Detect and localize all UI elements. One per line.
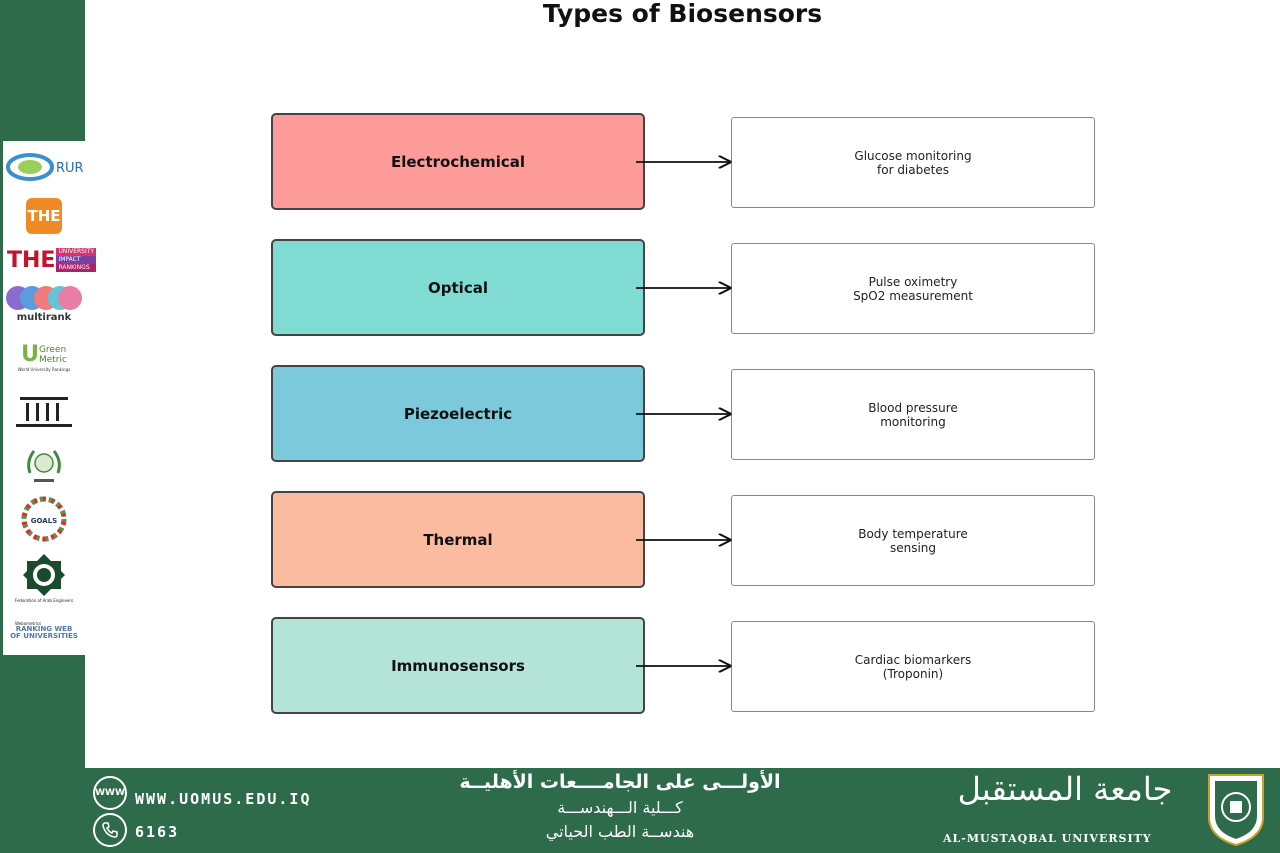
greenmetric-logo: U Green Metric World University Rankings [17, 342, 71, 372]
www-icon-text: WWW [95, 788, 125, 798]
the-logo-text: THE [26, 198, 62, 234]
application-box: Body temperature sensing [731, 495, 1095, 586]
footer-department: هندســة الطب الحياتي [545, 822, 695, 841]
footer-college: كـــلية الـــهندســـة [557, 798, 683, 817]
phone-number: 6163 [135, 823, 180, 841]
university-name-english: AL-MUSTAQBAL UNIVERSITY [943, 832, 1152, 845]
rur-text: RUR [56, 161, 84, 176]
arab-engineers-text: Federation of Arab Engineers [14, 597, 74, 603]
biosensor-type-box: Immunosensors [271, 617, 645, 714]
biosensor-type-box: Electrochemical [271, 113, 645, 210]
biosensor-type-box: Piezoelectric [271, 365, 645, 462]
greenmetric-subtitle: World University Rankings [17, 367, 71, 372]
footer-tagline: الأولـــى على الجامــــعات الأهليــة [459, 771, 781, 793]
university-crest-icon [1205, 771, 1267, 847]
webometrics-line-1: RANKING WEB [15, 624, 73, 633]
application-box: Pulse oximetry SpO2 measurement [731, 243, 1095, 334]
sdg-text: GOALS [30, 517, 58, 525]
greenmetric-line-2: Metric [38, 354, 67, 365]
multirank-text: multirank [16, 311, 72, 323]
biosensor-type-box: Optical [271, 239, 645, 336]
page-title: Types of Biosensors [542, 0, 823, 28]
university-name-arabic: جامعة المستقبل [957, 770, 1173, 808]
globe-icon [93, 776, 127, 810]
greenmetric-line-1: Green [38, 344, 67, 355]
application-box: Blood pressure monitoring [731, 369, 1095, 460]
webometrics-line-2: OF UNIVERSITIES [10, 631, 78, 640]
phone-icon [93, 813, 127, 847]
impact-line-1: UNIVERSITY [58, 248, 95, 255]
application-box: Glucose monitoring for diabetes [731, 117, 1095, 208]
footer [85, 768, 1280, 853]
application-box: Cardiac biomarkers (Troponin) [731, 621, 1095, 712]
biosensor-type-box: Thermal [271, 491, 645, 588]
website-link[interactable]: WWW.UOMUS.EDU.IQ [135, 790, 312, 808]
the-impact-text: THE [7, 247, 56, 273]
impact-line-3: RANKINGS [56, 264, 96, 272]
impact-line-2: IMPACT [56, 256, 96, 264]
webometrics-top: Webometrics [15, 620, 42, 626]
